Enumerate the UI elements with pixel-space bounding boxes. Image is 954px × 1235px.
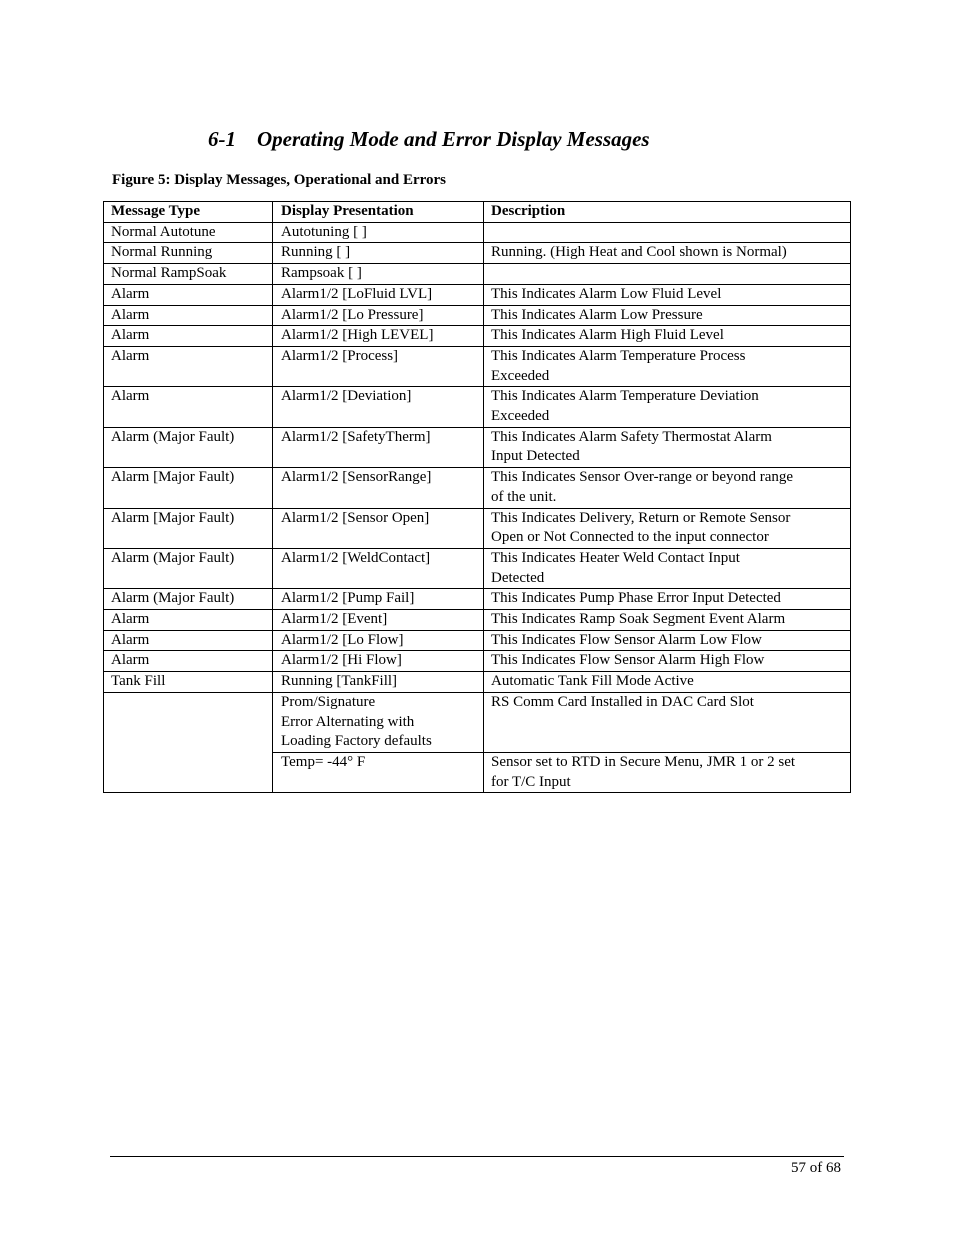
table-row — [104, 548, 851, 588]
table-row — [104, 264, 851, 285]
message-type-cell: Alarm — [104, 305, 273, 326]
table-row — [104, 284, 851, 305]
display-messages-table — [103, 201, 851, 793]
table-row — [104, 692, 851, 752]
display-presentation-cell: Alarm1/2 [Process] — [273, 346, 484, 386]
description-cell: This Indicates Alarm Safety Thermostat Alarm Input Detected — [484, 427, 851, 467]
display-presentation-cell: Running [TankFill] — [273, 672, 484, 693]
table-row — [104, 427, 851, 467]
message-type-cell: Normal RampSoak — [104, 264, 273, 285]
table-row — [104, 326, 851, 347]
table-row — [104, 672, 851, 693]
message-type-cell: Alarm (Major Fault) — [104, 427, 273, 467]
message-type-cell: Alarm [Major Fault) — [104, 468, 273, 508]
description-cell: This Indicates Sensor Over-range or beyond range of the unit. — [484, 468, 851, 508]
display-presentation-cell: Alarm1/2 [SafetyTherm] — [273, 427, 484, 467]
message-type-cell: Alarm — [104, 284, 273, 305]
message-type-cell: Tank Fill — [104, 672, 273, 693]
table-row — [104, 589, 851, 610]
description-cell: Sensor set to RTD in Secure Menu, JMR 1 or 2 set for T/C Input — [484, 752, 851, 792]
display-presentation-cell: Alarm1/2 [High LEVEL] — [273, 326, 484, 347]
section-heading: 6-1 Operating Mode and Error Display Messages — [208, 127, 650, 151]
message-type-cell — [104, 692, 273, 793]
message-type-cell: Alarm — [104, 387, 273, 427]
description-cell: This Indicates Alarm High Fluid Level — [484, 326, 851, 347]
display-presentation-cell: Temp= -44° F — [273, 752, 484, 792]
message-type-cell: Alarm — [104, 610, 273, 631]
display-presentation-cell: Alarm1/2 [Deviation] — [273, 387, 484, 427]
display-presentation-cell: Alarm1/2 [WeldContact] — [273, 548, 484, 588]
table-row — [104, 651, 851, 672]
message-type-cell: Alarm — [104, 630, 273, 651]
display-presentation-cell: Rampsoak [ ] — [273, 264, 484, 285]
description-cell: This Indicates Delivery, Return or Remote Sensor Open or Not Connected to the input connector — [484, 508, 851, 548]
description-cell: RS Comm Card Installed in DAC Card Slot — [484, 692, 851, 752]
display-presentation-cell: Alarm1/2 [Lo Flow] — [273, 630, 484, 651]
display-presentation-cell: Alarm1/2 [LoFluid LVL] — [273, 284, 484, 305]
table-row — [104, 468, 851, 508]
message-type-cell: Alarm — [104, 326, 273, 347]
header-description: Description — [484, 202, 851, 223]
display-presentation-cell: Alarm1/2 [Pump Fail] — [273, 589, 484, 610]
display-presentation-cell: Alarm1/2 [SensorRange] — [273, 468, 484, 508]
description-cell: This Indicates Flow Sensor Alarm High Flow — [484, 651, 851, 672]
description-cell: Running. (High Heat and Cool shown is Normal) — [484, 243, 851, 264]
description-cell — [484, 264, 851, 285]
description-cell: This Indicates Flow Sensor Alarm Low Flow — [484, 630, 851, 651]
message-type-cell: Alarm [Major Fault) — [104, 508, 273, 548]
description-cell: This Indicates Alarm Temperature Deviation Exceeded — [484, 387, 851, 427]
page-number: 57 of 68 — [791, 1160, 841, 1176]
table-body — [104, 222, 851, 793]
header-display-presentation: Display Presentation — [273, 202, 484, 223]
message-type-cell: Alarm (Major Fault) — [104, 589, 273, 610]
figure-caption: Figure 5: Display Messages, Operational and Errors — [112, 172, 447, 188]
message-type-cell: Alarm — [104, 346, 273, 386]
table-row — [104, 222, 851, 243]
description-cell: This Indicates Alarm Temperature Process Exceeded — [484, 346, 851, 386]
table-header-row — [104, 202, 851, 223]
table-row — [104, 243, 851, 264]
table-row — [104, 305, 851, 326]
description-cell: This Indicates Alarm Low Fluid Level — [484, 284, 851, 305]
display-presentation-cell: Prom/Signature Error Alternating with Loading Factory defaults — [273, 692, 484, 752]
description-cell: Automatic Tank Fill Mode Active — [484, 672, 851, 693]
message-type-cell: Alarm — [104, 651, 273, 672]
display-presentation-cell: Alarm1/2 [Event] — [273, 610, 484, 631]
display-presentation-cell: Alarm1/2 [Sensor Open] — [273, 508, 484, 548]
table-row — [104, 508, 851, 548]
display-presentation-cell: Alarm1/2 [Lo Pressure] — [273, 305, 484, 326]
display-presentation-cell: Running [ ] — [273, 243, 484, 264]
footer-divider — [110, 1156, 844, 1157]
message-type-cell: Normal Autotune — [104, 222, 273, 243]
description-cell: This Indicates Ramp Soak Segment Event Alarm — [484, 610, 851, 631]
table-row — [104, 346, 851, 386]
description-cell — [484, 222, 851, 243]
description-cell: This Indicates Pump Phase Error Input Detected — [484, 589, 851, 610]
description-cell: This Indicates Alarm Low Pressure — [484, 305, 851, 326]
message-type-cell: Alarm (Major Fault) — [104, 548, 273, 588]
header-message-type: Message Type — [104, 202, 273, 223]
message-type-cell: Normal Running — [104, 243, 273, 264]
table-row — [104, 387, 851, 427]
table-row — [104, 630, 851, 651]
description-cell: This Indicates Heater Weld Contact Input Detected — [484, 548, 851, 588]
display-presentation-cell: Alarm1/2 [Hi Flow] — [273, 651, 484, 672]
display-presentation-cell: Autotuning [ ] — [273, 222, 484, 243]
table-row — [104, 610, 851, 631]
